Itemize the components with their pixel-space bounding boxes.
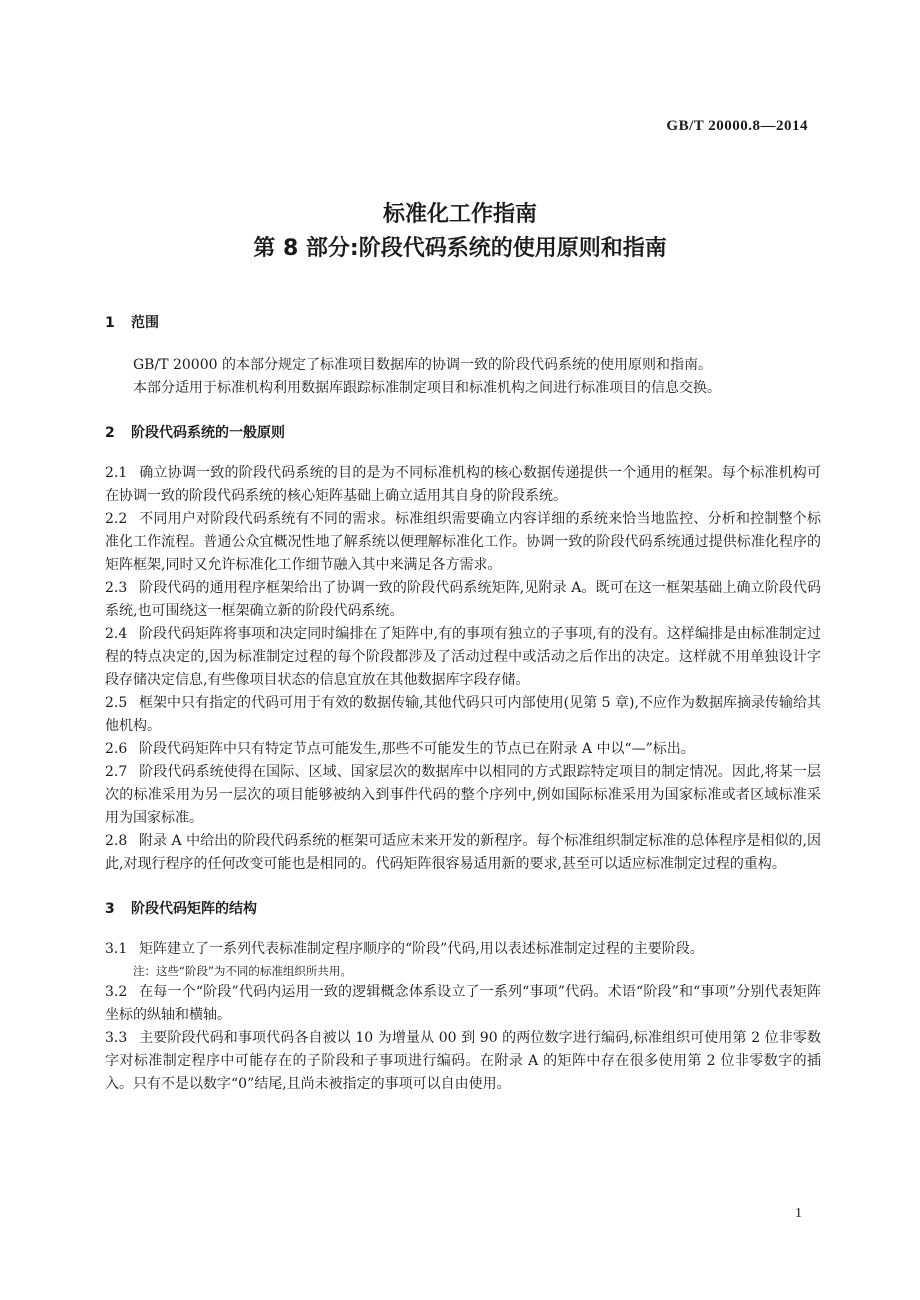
clause-2-8: 2.8 附录 A 中给出的阶段代码系统的框架可适应未来开发的新程序。每个标准组织制定标准的总体程序是相似的,因此,对现行程序的任何改变可能也是相同的。代码矩阵很容易适用新的要求,甚至可以适应标准制定过程的重构。 bbox=[105, 833, 821, 872]
section-1-paragraph: 本部分适用于标准机构利用数据库跟踪标准制定项目和标准机构之间进行标准项目的信息交换。 bbox=[133, 380, 721, 396]
clause-2-6: 2.6 阶段代码矩阵中只有特定节点可能发生,那些不可能发生的节点已在附录 A 中以“—”标出。 bbox=[105, 741, 695, 757]
clause-3-3: 3.3 主要阶段代码和事项代码各自被以 10 为增量从 00 到 90 的两位数字进行编码,标准组织可使用第 2 位非零数字对标准制定程序中可能存在的子阶段和子事项进行编码。在附录 A 的矩阵中存在很多使用第 2 位非零数字的插入。只有不是以数字“0”结尾,且尚未被指定的事项可以自由使用。 bbox=[105, 1030, 821, 1092]
clause-3-1: 3.1 矩阵建立了一系列代表标准制定程序顺序的“阶段”代码,用以表述标准制定过程的主要阶段。 bbox=[105, 941, 704, 957]
clause-2-7: 2.7 阶段代码系统使得在国际、区域、国家层次的数据库中以相同的方式跟踪特定项目的制定情况。因此,将某一层次的标准采用为另一层次的项目能够被纳入到事件代码的整个序列中,例如国际标准采用为国家标准或者区域标准采用为国家标准。 bbox=[105, 764, 821, 826]
title-line-2: 第 8 部分:阶段代码系统的使用原则和指南 bbox=[253, 236, 667, 261]
section-1-heading: 1 范围 bbox=[105, 315, 159, 331]
clause-2-3: 2.3 阶段代码的通用程序框架给出了协调一致的阶段代码系统矩阵,见附录 A。既可在这一框架基础上确立阶段代码系统,也可围绕这一框架确立新的阶段代码系统。 bbox=[105, 580, 821, 619]
document-title bbox=[0, 198, 920, 266]
section-2-heading: 2 阶段代码系统的一般原则 bbox=[105, 425, 285, 441]
standard-code: GB/T 20000.8—2014 bbox=[666, 118, 808, 134]
page-number: 1 bbox=[795, 1206, 802, 1221]
clause-2-2: 2.2 不同用户对阶段代码系统有不同的需求。标准组织需要确立内容详细的系统来恰当地监控、分析和控制整个标准化工作流程。普通公众宜概况性地了解系统以便理解标准化工作。协调一致的阶段代码系统通过提供标准化程序的矩阵框架,同时又允许标准化工作细节融入其中来满足各方需求。 bbox=[105, 511, 821, 573]
section-1-paragraph: GB/T 20000 的本部分规定了标准项目数据库的协调一致的阶段代码系统的使用原则和指南。 bbox=[133, 357, 712, 373]
clause-3-2: 3.2 在每一个“阶段”代码内运用一致的逻辑概念体系设立了一系列“事项”代码。术语“阶段”和“事项”分别代表矩阵坐标的纵轴和横轴。 bbox=[105, 984, 821, 1023]
section-3-heading: 3 阶段代码矩阵的结构 bbox=[105, 901, 257, 917]
clause-2-4: 2.4 阶段代码矩阵将事项和决定同时编排在了矩阵中,有的事项有独立的子事项,有的没有。这样编排是由标准制定过程的特点决定的,因为标准制定过程的每个阶段都涉及了活动过程中或活动之后作出的决定。这样就不用单独设计字段存储决定信息,有些像项目状态的信息宜放在其他数据库字段存储。 bbox=[105, 626, 821, 688]
clause-2-1: 2.1 确立协调一致的阶段代码系统的目的是为不同标准机构的核心数据传递提供一个通用的框架。每个标准机构可在协调一致的阶段代码系统的核心矩阵基础上确立适用其自身的阶段系统。 bbox=[105, 465, 821, 504]
note-3-1: 注：这些“阶段”为不同的标准组织所共用。 bbox=[133, 964, 352, 978]
title-line-1: 标准化工作指南 bbox=[382, 202, 537, 227]
document-body bbox=[105, 306, 821, 1096]
clause-2-5: 2.5 框架中只有指定的代码可用于有效的数据传输,其他代码只可内部使用(见第 5 章),不应作为数据库摘录传输给其他机构。 bbox=[105, 695, 821, 734]
